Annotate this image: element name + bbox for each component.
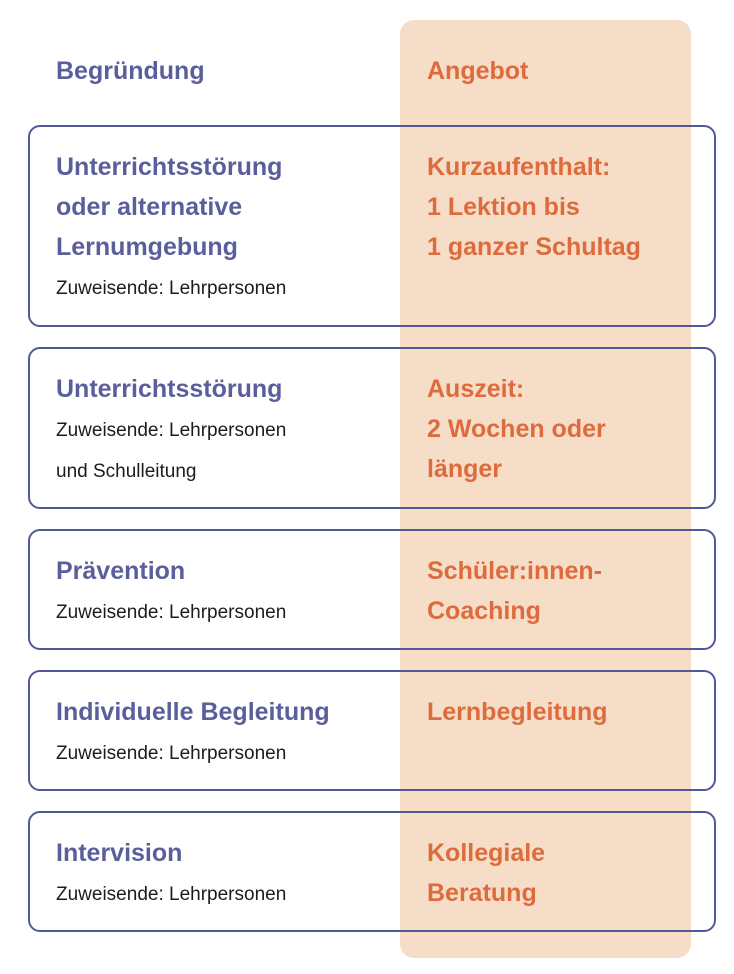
assignees-text: Zuweisende: Lehrpersonen xyxy=(56,602,287,623)
reason-title: Unterrichtsstörung xyxy=(56,375,283,403)
reason-cell xyxy=(56,147,386,309)
row-card xyxy=(28,347,716,509)
reason-title: Intervision xyxy=(56,839,183,867)
assignees-text: Zuweisende: Lehrpersonen und Schulleitung xyxy=(56,420,287,482)
row-card xyxy=(28,529,716,650)
header-reason: Begründung xyxy=(56,57,205,85)
offer-text: Lernbegleitung xyxy=(427,698,608,726)
reason-cell xyxy=(56,692,386,774)
reason-cell xyxy=(56,833,386,915)
row-card xyxy=(28,811,716,932)
reason-title: Prävention xyxy=(56,557,186,585)
offer-text: Kurzaufenthalt: 1 Lektion bis 1 ganzer Schultag xyxy=(427,153,641,261)
header-offer: Angebot xyxy=(427,57,529,85)
assignees-text: Zuweisende: Lehrpersonen xyxy=(56,884,287,905)
reason-title: Unterrichtsstörung oder alternative Lernumgebung xyxy=(56,153,283,261)
assignees-text: Zuweisende: Lehrpersonen xyxy=(56,743,287,764)
assignees-text: Zuweisende: Lehrpersonen xyxy=(56,278,287,299)
reason-cell xyxy=(56,551,386,633)
row-card xyxy=(28,670,716,791)
reason-title: Individuelle Begleitung xyxy=(56,698,330,726)
row-card xyxy=(28,125,716,327)
reason-cell xyxy=(56,369,386,492)
offer-text: Kollegiale Beratung xyxy=(427,839,546,907)
offer-text: Schüler:innen- Coaching xyxy=(427,557,603,625)
offer-text: Auszeit: 2 Wochen oder länger xyxy=(427,375,606,483)
